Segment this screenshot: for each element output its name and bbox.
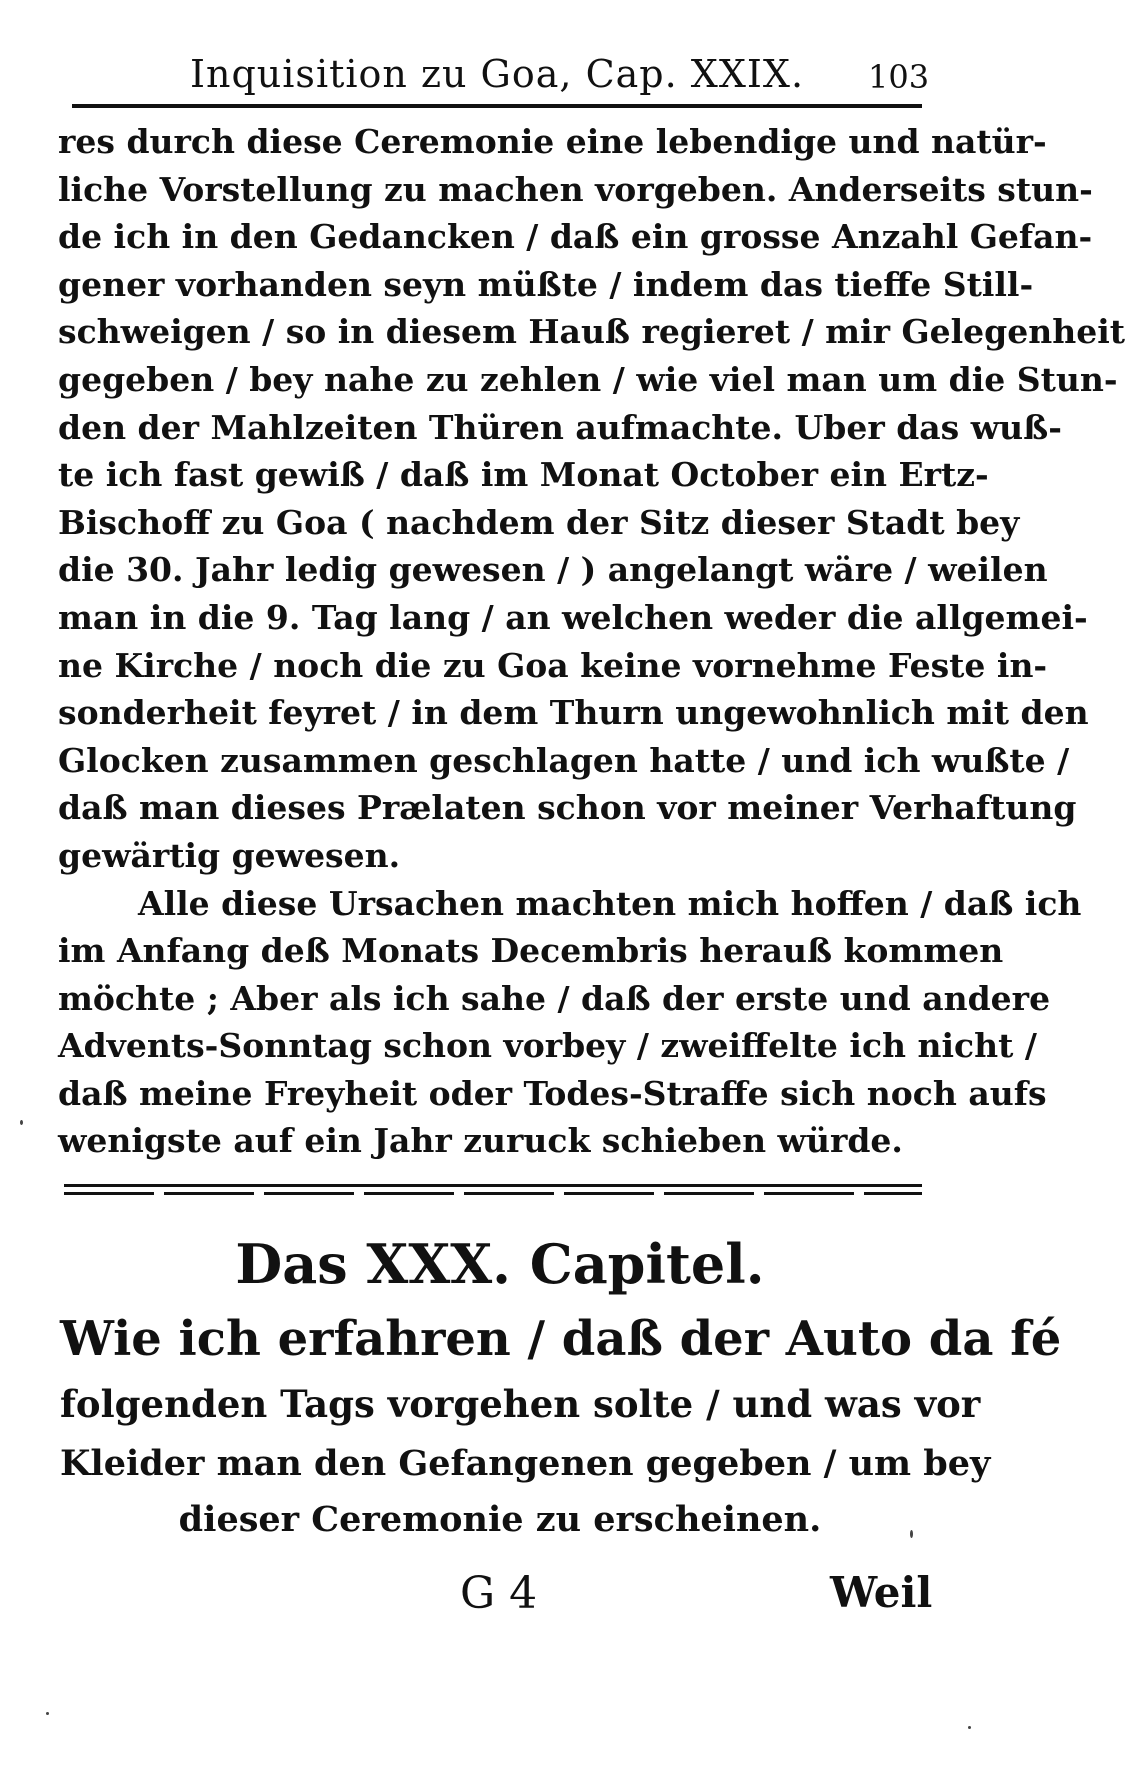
body-line: ne Kirche / noch die zu Goa keine vornehme Feste in- [58,645,1048,685]
chapter-summary-line: dieser Ceremonie zu erscheinen. [178,1499,822,1540]
body-line: gegeben / bey nahe zu zehlen / wie viel man um die Stun- [58,359,1118,399]
paper-speck [968,1726,971,1729]
body-line: den der Mahlzeiten Thüren aufmachte. Uber das wuß- [58,407,1062,447]
paper-speck [910,1530,913,1538]
body-line: res durch diese Ceremonie eine lebendige und natür- [58,122,1047,161]
body-line: te ich fast gewiß / daß im Monat October ein Ertz- [58,455,989,495]
signature-mark: G 4 [460,1568,538,1619]
body-line: Bischoff zu Goa ( nachdem der Sitz dieser Stadt bey [58,502,1020,542]
body-line: gener vorhanden seyn müßte / indem das tieffe Still- [58,264,1034,304]
chapter-summary [60,1306,1062,1548]
body-line: die 30. Jahr ledig gewesen / ) angelangt wäre / weilen [58,550,1048,590]
body-line: de ich in den Gedancken / daß ein grosse Anzahl Gefan- [58,217,1093,257]
body-line: Alle diese Ursachen machten mich hoffen / daß ich [138,883,1082,923]
section-divider [64,1182,922,1198]
body-text [58,118,1125,1165]
body-line: möchte ; Aber als ich sahe / daß der erste und andere [58,978,1051,1018]
running-title: Inquisition zu Goa, Cap. XXIX. [190,52,805,96]
body-line: wenigste auf ein Jahr zuruck schieben würde. [58,1121,903,1161]
divider-rule-bottom [64,1192,922,1195]
chapter-summary-line: folgenden Tags vorgehen solte / und was vor [60,1382,981,1426]
body-line: man in die 9. Tag lang / an welchen weder die allgemei- [58,597,1088,637]
body-line: liche Vorstellung zu machen vorgeben. Anderseits stun- [58,169,1093,209]
page-number: 103 [868,58,930,96]
body-line: im Anfang deß Monats Decembris herauß kommen [58,931,1004,971]
chapter-summary-line: Wie ich erfahren / daß der Auto da fé [60,1311,1062,1367]
chapter-summary-line: Kleider man den Gefangenen gegeben / um bey [60,1443,991,1484]
paper-speck [20,1120,23,1125]
body-line: daß meine Freyheit oder Todes-Straffe sich noch aufs [58,1073,1047,1113]
body-line: daß man dieses Prælaten schon vor meiner Verhaftung [58,788,1077,828]
body-line: gewärtig gewesen. [58,835,401,875]
divider-rule-top [64,1184,922,1187]
body-line: Advents-Sonntag schon vorbey / zweiffelte ich nicht / [58,1026,1037,1066]
body-line: Glocken zusammen geschlagen hatte / und ich wußte / [58,740,1070,780]
body-line: schweigen / so in diesem Hauß regieret / mir Gelegenheit [58,312,1125,352]
catchword: Weil [830,1568,933,1617]
header-rule [72,104,922,108]
body-line: sonderheit feyret / in dem Thurn ungewohnlich mit den [58,693,1089,733]
paper-speck [46,1712,49,1715]
chapter-title: Das XXX. Capitel. [235,1232,765,1296]
